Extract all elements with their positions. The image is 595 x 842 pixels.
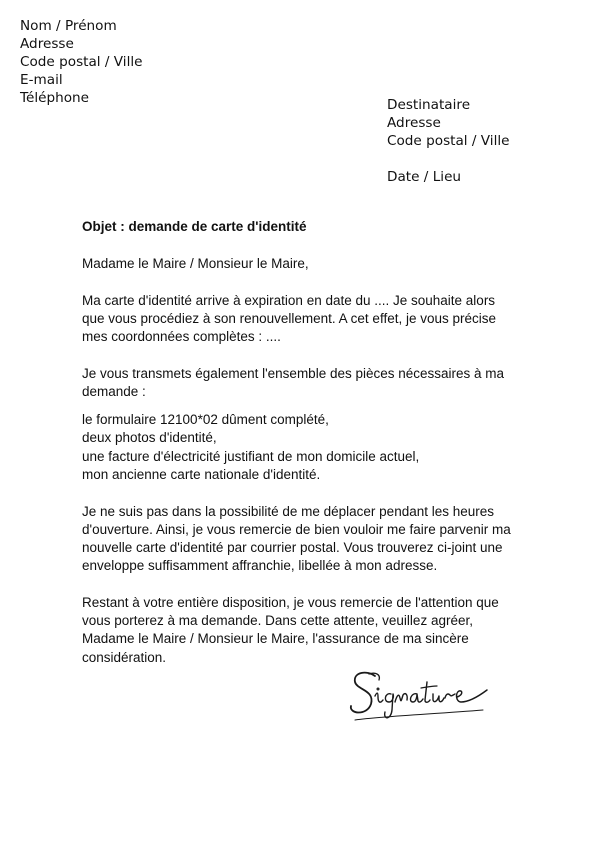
sender-address: Adresse <box>20 36 74 52</box>
letter-closing: Restant à votre entière disposition, je vous remercie de l'attention que vous porterez à ma demande. Dans cette attente, veuillez agréer, Madame le Maire / Monsieur le Maire, l'assurance de ma sincère considération. <box>82 595 499 665</box>
date-place: Date / Lieu <box>387 169 462 185</box>
recipient-block <box>387 96 510 186</box>
list-item: une facture d'électricité justifiant de mon domicile actuel, <box>82 448 420 464</box>
documents-list <box>82 411 512 484</box>
letter-subject: Objet : demande de carte d'identité <box>82 219 307 234</box>
recipient-address: Adresse <box>387 115 441 131</box>
letter-paragraph-expiration: Ma carte d'identité arrive à expiration en date du .... Je souhaite alors que vous procédiez à son renouvellement. A cet effet, je vous précise mes coordonnées complètes : .... <box>82 292 497 344</box>
list-item: mon ancienne carte nationale d'identité. <box>82 466 321 482</box>
list-item: deux photos d'identité, <box>82 430 217 446</box>
letter-paragraph-mail: Je ne suis pas dans la possibilité de me déplacer pendant les heures d'ouverture. Ainsi, je vous remercie de bien vouloir me faire parvenir ma nouvelle carte d'identité par courrier postal. Vous trouverez ci-joint une enveloppe suffisamment affranchie, libellée à mon adresse. <box>82 503 511 574</box>
recipient-postal-city: Code postal / Ville <box>387 133 510 149</box>
letter-salutation: Madame le Maire / Monsieur le Maire, <box>82 255 309 271</box>
letter-paragraph-documents: Je vous transmets également l'ensemble des pièces nécessaires à ma demande : <box>82 365 505 399</box>
sender-phone: Téléphone <box>20 90 90 106</box>
handwritten-signature <box>345 662 495 740</box>
sender-email: E-mail <box>20 72 63 88</box>
list-item: le formulaire 12100*02 dûment complété, <box>82 412 329 428</box>
letter-body <box>82 218 512 685</box>
sender-name: Nom / Prénom <box>20 18 117 34</box>
recipient-label: Destinataire <box>387 97 471 113</box>
sender-postal-city: Code postal / Ville <box>20 54 143 70</box>
sender-block <box>20 17 143 107</box>
